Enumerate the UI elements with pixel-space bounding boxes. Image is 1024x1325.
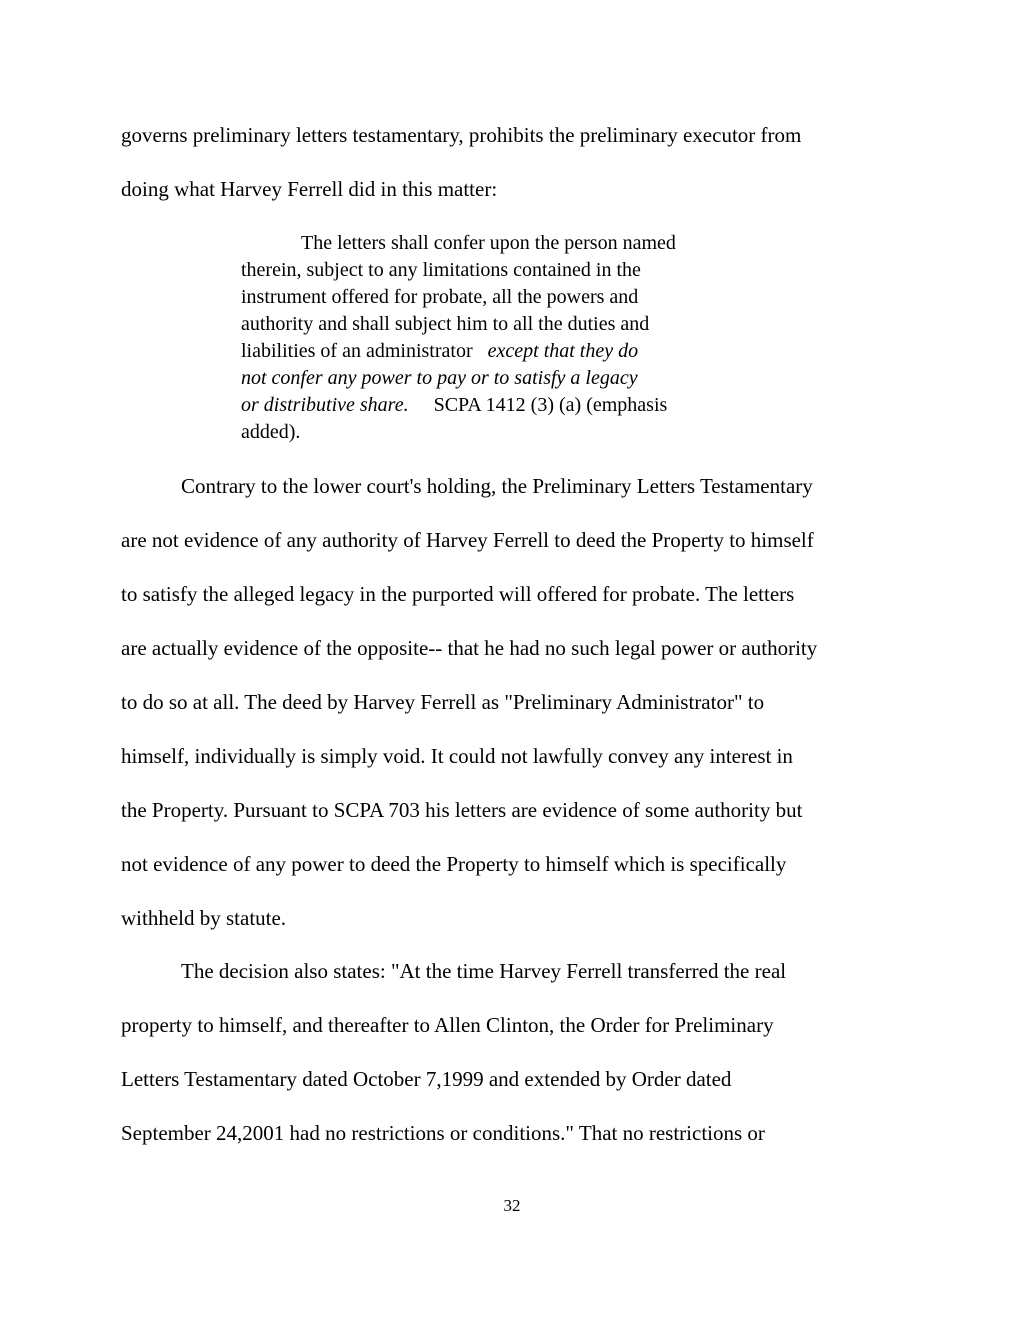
body-line: doing what Harvey Ferrell did in this matter:	[121, 177, 498, 201]
quote-line: therein, subject to any limitations contained in the	[241, 259, 641, 281]
quote-line	[241, 340, 638, 362]
quote-line	[241, 367, 638, 389]
page-number: 32	[503, 1196, 521, 1215]
quote-text: liabilities of an administrator	[241, 340, 473, 362]
quote-line: instrument offered for probate, all the powers and	[241, 286, 639, 308]
body-line: September 24,2001 had no restrictions or conditions." That no restrictions or	[121, 1121, 765, 1145]
body-line: withheld by statute.	[121, 906, 287, 930]
body-line: to satisfy the alleged legacy in the purported will offered for probate. The letters	[121, 582, 795, 606]
body-line: not evidence of any power to deed the Property to himself which is specifically	[121, 852, 787, 876]
body-line: are actually evidence of the opposite-- that he had no such legal power or authority	[121, 636, 818, 660]
quote-emphasis: except that they do	[487, 340, 639, 362]
quote-emphasis: or distributive share.	[241, 394, 409, 416]
body-line: governs preliminary letters testamentary, prohibits the preliminary executor from	[121, 123, 802, 147]
quote-citation: SCPA 1412 (3) (a) (emphasis	[433, 394, 668, 416]
body-line: are not evidence of any authority of Harvey Ferrell to deed the Property to himself	[121, 528, 814, 552]
body-line: to do so at all. The deed by Harvey Ferrell as "Preliminary Administrator" to	[121, 690, 765, 714]
quote-emphasis: not confer any power to pay or to satisfy a legacy	[241, 367, 638, 389]
body-line: The decision also states: "At the time Harvey Ferrell transferred the real	[181, 959, 787, 983]
body-line: property to himself, and thereafter to Allen Clinton, the Order for Preliminary	[121, 1013, 774, 1037]
quote-line: The letters shall confer upon the person named	[301, 232, 676, 254]
quote-line: authority and shall subject him to all the duties and	[241, 313, 650, 335]
body-line: himself, individually is simply void. It could not lawfully convey any interest in	[121, 744, 793, 768]
body-line: Letters Testamentary dated October 7,1999 and extended by Order dated	[121, 1067, 732, 1091]
quote-line: added).	[241, 421, 301, 443]
body-line: Contrary to the lower court's holding, the Preliminary Letters Testamentary	[181, 474, 813, 498]
quote-line	[241, 394, 667, 416]
body-line: the Property. Pursuant to SCPA 703 his letters are evidence of some authority but	[121, 798, 803, 822]
